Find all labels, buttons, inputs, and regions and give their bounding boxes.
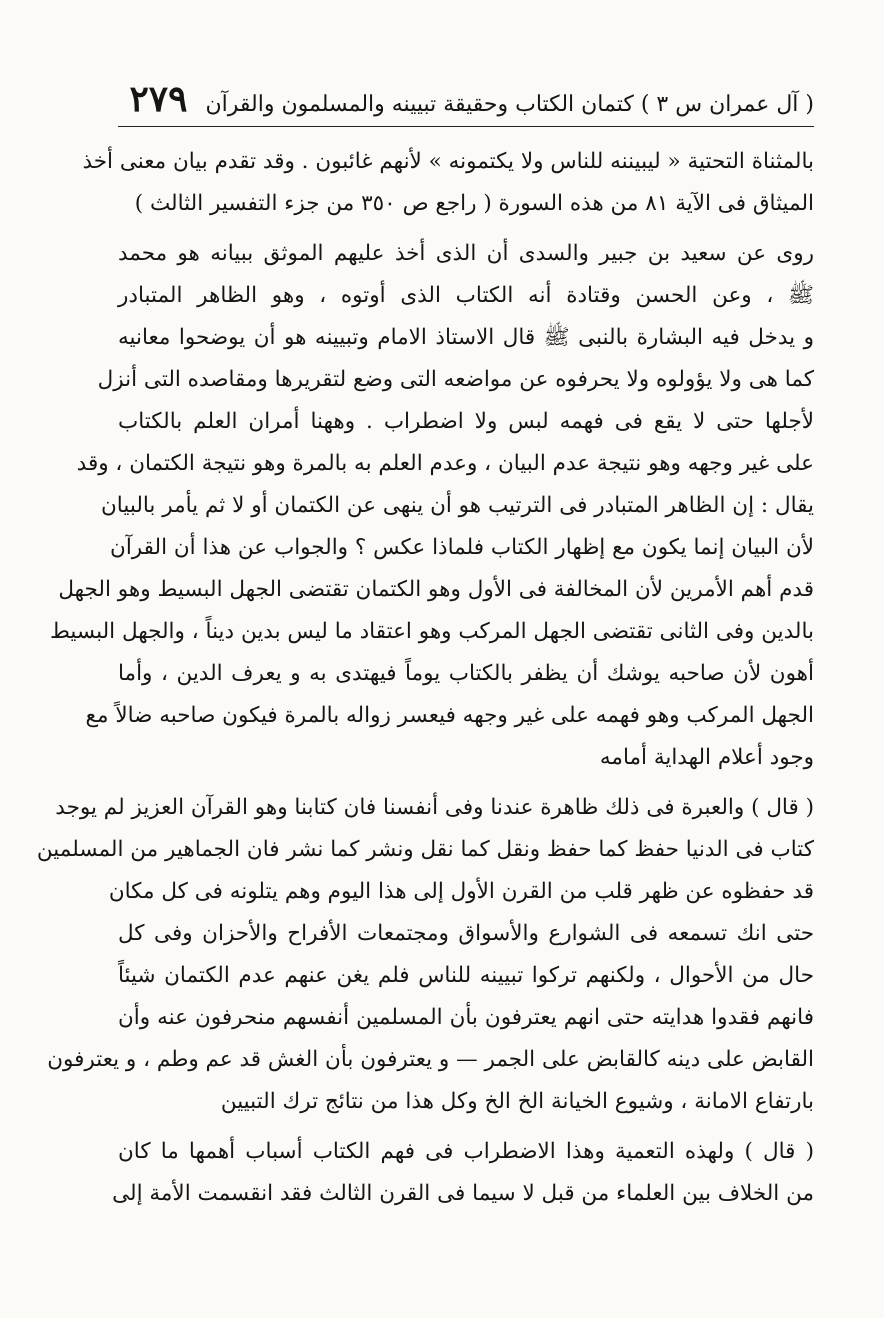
text-line: وجود أعلام الهداية أمامه: [599, 745, 814, 770]
text-line: من الخلاف بين العلماء من قبل لا سيما فى القرن الثالث فقد انقسمت الأمة إلى: [112, 1181, 814, 1206]
text-line: لأن البيان إنما يكون مع إظهار الكتاب فلماذا عكس ؟ والجواب عن هذا أن القرآن: [110, 535, 814, 560]
text-line: كما هى ولا يؤولوه ولا يحرفوه عن مواضعه التى وضع لتقريرها ومقاصده التى أنزل: [97, 367, 814, 392]
text-line: قدم أهم الأمرين لأن المخالفة فى الأول وهو الكتمان تقتضى الجهل البسيط وهو الجهل: [58, 577, 814, 602]
text-line: لأجلها حتى لا يقع فى فهمه لبس ولا اضطراب . وههنا أمران العلم بالكتاب: [118, 409, 814, 434]
text-line: الميثاق فى الآية ٨١ من هذه السورة ( راجع ص ٣٥٠ من جزء التفسير الثالث ): [134, 191, 814, 216]
paragraph: [112, 1131, 814, 1215]
running-title: ( آل عمران س ٣ ) كتمان الكتاب وحقيقة تبيينه والمسلمون والقرآن: [205, 92, 814, 117]
text-line: قد حفظوه عن ظهر قلب من القرن الأول إلى هذا اليوم وهم يتلونه فى كل مكان: [108, 879, 814, 904]
paragraph: [36, 787, 814, 1123]
text-line: فانهم فقدوا هدايته حتى انهم يعترفون بأن المسلمين أنفسهم منحرفون عنه وأن: [118, 1005, 814, 1030]
text-line: حال من الأحوال ، ولكنهم تركوا تبيينه للناس فلم يغن عنهم عدم الكتمان شيئاً: [118, 963, 814, 988]
text-line: يقال : إن الظاهر المتبادر فى الترتيب هو أن ينهى عن الكتمان أو لا ثم يأمر بالبيان: [101, 493, 814, 518]
text-line: أهون لأن صاحبه يوشك أن يظفر بالكتاب يوماً فيهتدى به و يعرف الدين ، وأما: [118, 661, 814, 686]
body-text: [36, 141, 814, 1215]
text-line: ( قال ) ولهذه التعمية وهذا الاضطراب فى فهم الكتاب أسباب أهمها ما كان: [118, 1139, 814, 1164]
paragraph: [50, 233, 814, 779]
page-number: ٢٧٩: [129, 78, 188, 120]
page-header: [118, 78, 814, 127]
text-line: على غير وجهه وهو نتيجة عدم البيان ، وعدم العلم به بالمرة وهو نتيجة الكتمان ، وقد: [76, 451, 814, 476]
text-line: بالمثناة التحتية « ليبيننه للناس ولا يكتمونه » لأنهم غائبون . وقد تقدم بيان معنى أخذ: [82, 149, 814, 174]
text-line: روى عن سعيد بن جبير والسدى أن الذى أخذ عليهم الموثق ببيانه هو محمد: [118, 241, 814, 266]
text-line: حتى انك تسمعه فى الشوارع والأسواق ومجتمعات الأفراح والأحزان وفى كل: [118, 921, 814, 946]
text-line: كتاب فى الدنيا حفظ كما حفظ ونقل كما نقل ونشر كما نشر فان الجماهير من المسلمين: [36, 837, 814, 862]
text-line: بالدين وفى الثانى تقتضى الجهل المركب وهو اعتقاد ما ليس بدين ديناً ، والجهل البسيط: [50, 619, 814, 644]
text-line: و يدخل فيه البشارة بالنبى ﷺ قال الاستاذ الامام وتبيينه هو أن يوضحوا معانيه: [118, 325, 814, 350]
paragraph: [82, 141, 814, 225]
text-line: ﷺ ، وعن الحسن وقتادة أنه الكتاب الذى أوتوه ، وهو الظاهر المتبادر: [118, 283, 814, 308]
text-line: القابض على دينه كالقابض على الجمر — و يعترفون بأن الغش قد عم وطم ، و يعترفون: [47, 1047, 814, 1072]
text-line: الجهل المركب وهو فهمه على غير وجهه فيعسر زواله بالمرة فيكون صاحبه ضالاً مع: [85, 703, 814, 728]
text-line: ( قال ) والعبرة فى ذلك ظاهرة عندنا وفى أنفسنا فان كتابنا وهو القرآن العزيز لم يوجد: [55, 795, 814, 820]
text-line: بارتفاع الامانة ، وشيوع الخيانة الخ الخ وكل هذا من نتائج ترك التبيين: [220, 1089, 814, 1114]
